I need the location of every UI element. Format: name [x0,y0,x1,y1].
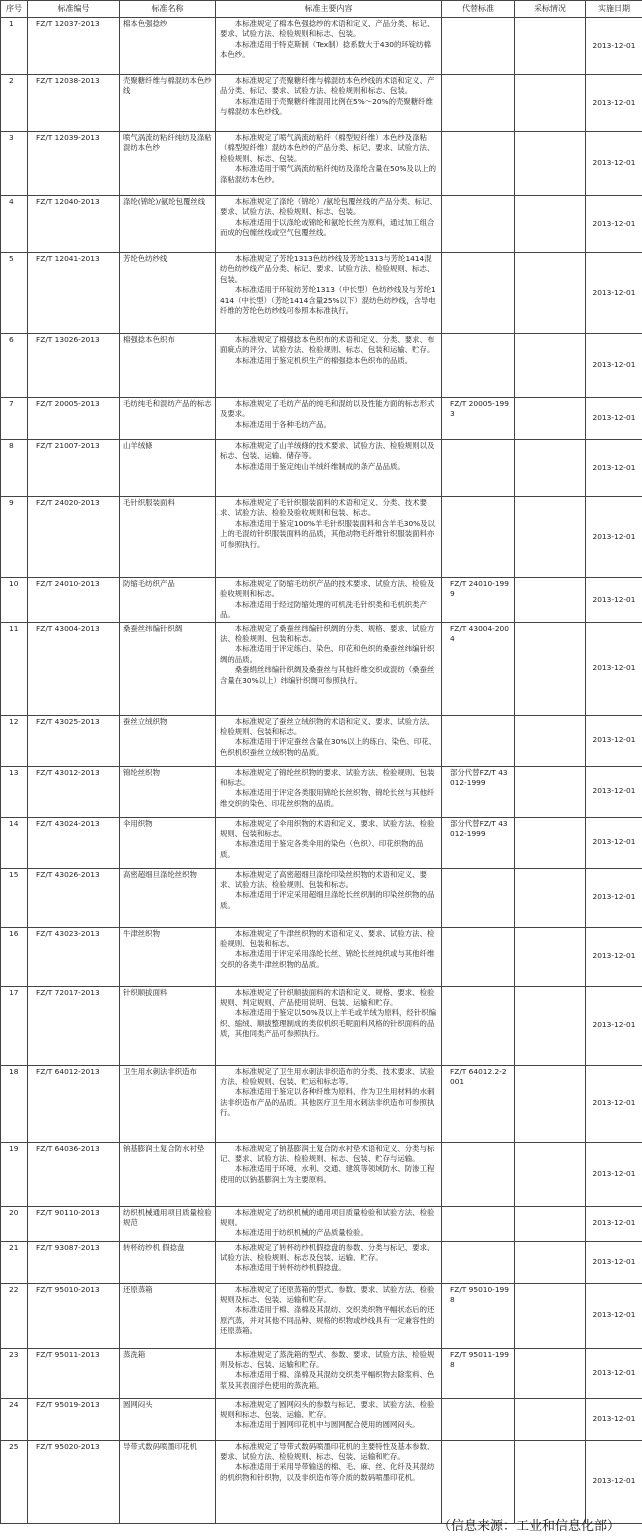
table-row [1,817,642,868]
standard-code: FZ/T 43026-2013 [28,868,120,927]
content-paragraph: 本标准适用于评定蚕丝含量在30%以上的练白、染色、印花、色织机织蚕丝立绒织物的品质。 [220,737,436,757]
replaced-standard: FZ/T 24010-1999 [442,578,515,623]
adoption-status [515,1065,586,1142]
header-adopted: 采标情况 [515,1,586,18]
row-number: 16 [1,927,28,986]
standard-content [216,1142,442,1206]
content-paragraph: 本标准适用于鉴定100%羊毛针织服装面料和含羊毛30%及以上的毛混纺针织服装面料的品质，其他动物毛纤维针织服装面料亦可参照执行。 [220,518,435,549]
adoption-status [515,1142,586,1206]
adoption-status [515,440,586,497]
row-number: 1 [1,18,28,75]
table-row [1,766,642,817]
standard-name: 伞用织物 [120,817,216,868]
table-row [1,398,642,440]
row-number: 20 [1,1206,28,1241]
adoption-status [515,868,586,927]
standard-code: FZ/T 95010-2013 [28,1283,120,1348]
standard-code: FZ/T 24020-2013 [28,497,120,578]
standard-code: FZ/T 20005-2013 [28,398,120,440]
standard-code: FZ/T 12039-2013 [28,132,120,196]
adoption-status [515,1206,586,1241]
table-row [1,440,642,497]
standard-code: FZ/T 72017-2013 [28,986,120,1065]
adoption-status [515,1348,586,1398]
table-row [1,1440,642,1523]
standard-content [216,497,442,578]
content-paragraph: 本标准适用于鉴定各类伞用的染色（色织）、印花织物的品质。 [220,839,424,859]
standard-code: FZ/T 93087-2013 [28,1241,120,1283]
table-row [1,622,642,715]
content-paragraph: 本标准适用于环锭纺芳纶1313（中长型）色纺纱线及与芳纶1414（中长型）（芳纶1414含量25%以下）混纺色纺纱线，含导电纤维的芳纶色纺纱线可参照本标准执行。 [220,285,436,316]
content-paragraph: 本标准规定了转杯纺纱机假捻盘的参数、分类与标记、要求、试验方法、检验规则、标志及包装、运输、贮存。 [220,1242,435,1263]
replaced-standard [442,1398,515,1440]
replaced-standard [442,18,515,75]
content-paragraph: 本标准规定了卫生用水刺法非织造布的分类、技术要求、试验方法、检验规则、包装、贮运和标志等。 [220,1066,435,1087]
content-paragraph: 本标准适用于特克斯制（Tex制）捻系数大于430的环锭纺棉本色纱。 [220,39,431,60]
content-paragraph: 本标准适用于各种毛纺产品。 [234,419,331,429]
standard-code: FZ/T 95019-2013 [28,1398,120,1440]
content-paragraph: 本标准适用于鉴定纯山羊绒纤维制成的条产品品质。 [234,461,405,471]
effective-date: 2013-12-01 [586,1206,642,1241]
content-paragraph: 本标准规定了喷气涡流纺粘纤（棉型短纤维）本色纱及涤粘（棉型短纤维）混纺本色纱的产品分类、标记、要求、试验方法、检验规则、标志、包装。 [220,133,435,163]
standard-name: 还原蒸箱 [120,1283,216,1348]
table-row [1,1065,642,1142]
row-number: 6 [1,334,28,398]
standard-name: 防缩毛纺织产品 [120,578,216,623]
standard-content [216,1440,442,1523]
content-paragraph: 本标准适用于评定采用超细旦涤纶长丝织制的印染丝织物的品质。 [220,890,435,910]
replaced-standard [442,868,515,927]
effective-date: 2013-12-01 [586,817,642,868]
standard-content [216,334,442,398]
row-number: 12 [1,715,28,766]
row-number: 10 [1,578,28,623]
row-number: 9 [1,497,28,578]
effective-date: 2013-12-01 [586,715,642,766]
effective-date: 2013-12-01 [586,868,642,927]
replaced-standard [442,1206,515,1241]
standard-content [216,715,442,766]
effective-date: 2013-12-01 [586,196,642,253]
content-paragraph: 本标准规定了毛纺产品的纯毛和混纺以及性能方面的标志形式及要求。 [220,399,435,419]
standard-content [216,766,442,817]
standard-content [216,1241,442,1283]
standard-content [216,398,442,440]
adoption-status [515,497,586,578]
standard-name: 针织顺拔面料 [120,986,216,1065]
row-number: 8 [1,440,28,497]
replaced-standard: 部分代替FZ/T 43012-1999 [442,817,515,868]
standard-content [216,622,442,715]
effective-date: 2013-12-01 [586,75,642,132]
table-row [1,132,642,196]
standard-code: FZ/T 12040-2013 [28,196,120,253]
standard-name: 钠基膨润土复合防水衬垫 [120,1142,216,1206]
content-paragraph: 本标准规定了蒸洗箱的型式、参数、要求、试验方法、检验规则及标志、包装、运输和贮存。 [220,1349,435,1370]
effective-date: 2013-12-01 [586,1398,642,1440]
row-number: 23 [1,1348,28,1398]
content-paragraph: 本标准规定了还原蒸箱的型式、参数、要求、试验方法、检验规则及标志、包装、运输和贮存。 [220,1284,435,1305]
table-row [1,1206,642,1241]
content-paragraph: 本标准规定了棉本色强捻纱的术语和定义、产品分类、标记、要求、试验方法、检验规则和标志、包装。 [220,19,435,39]
adoption-status [515,334,586,398]
header-date: 实施日期 [586,1,642,18]
table-row [1,1348,642,1398]
replaced-standard: FZ/T 95011-1998 [442,1348,515,1398]
content-paragraph: 本标准适用于环境、水利、交通、建筑等领域防水、防渗工程使用的以钠基膨润土为主要原料。 [220,1164,435,1184]
standard-content [216,1398,442,1440]
effective-date: 2013-12-01 [586,766,642,817]
replaced-standard [442,1440,515,1523]
content-paragraph: 本标准适用于鉴定以50%及以上羊毛或羊绒为原料，经针织编织、缩绒、顺拔整理制成的类似机织毛呢面料风格的针织面料的品质，其他同类产品可参照执行。 [220,1008,436,1039]
table-row [1,196,642,253]
standard-content [216,132,442,196]
row-number: 14 [1,817,28,868]
effective-date: 2013-12-01 [586,497,642,578]
standard-name: 山羊绒條 [120,440,216,497]
row-number: 3 [1,132,28,196]
row-number: 2 [1,75,28,132]
content-paragraph: 本标准规定了桑蚕丝纬编针织绸的分类、规格、要求、试验方法、检验规则、包装和标志。 [220,623,435,644]
content-paragraph: 本标准规定了防缩毛纺织产品的技术要求、试验方法、检验及验收规则和标志。 [220,579,435,599]
content-paragraph: 本标准适用于纺织机械的产品质量检验。 [234,1228,368,1238]
standard-code: FZ/T 24010-2013 [28,578,120,623]
row-number: 25 [1,1440,28,1523]
adoption-status [515,196,586,253]
standard-content [216,196,442,253]
standard-name: 棉本色强捻纱 [120,18,216,75]
standard-content [216,18,442,75]
replaced-standard [442,440,515,497]
standard-name: 转杯纺纱机 假捻盘 [120,1241,216,1283]
adoption-status [515,1241,586,1283]
adoption-status [515,715,586,766]
content-paragraph: 本标准适用于圆网印花机中与圆网配合使用的圆网闷头。 [234,1420,420,1430]
header-no: 序号 [1,1,28,18]
content-paragraph: 本标准适用于喷气涡流纺粘纤纯纺及涤纶含量在50%及以上的涤粘混纺本色纱。 [220,164,436,184]
content-paragraph: 本标准规定了锦纶丝织物的要求、试验方法、检验规则、包装和标志。 [220,767,435,788]
content-paragraph: 本标准规定了伞用织物的术语和定义、要求、试验方法、检验规则、包装和标志。 [220,818,435,839]
standard-code: FZ/T 95020-2013 [28,1440,120,1523]
adoption-status [515,1283,586,1348]
standard-name: 芳纶色纺纱线 [120,253,216,334]
row-number: 4 [1,196,28,253]
effective-date: 2013-12-01 [586,1283,642,1348]
replaced-standard: 部分代替FZ/T 43012-1999 [442,766,515,817]
replaced-standard [442,927,515,986]
replaced-standard: FZ/T 20005-1993 [442,398,515,440]
effective-date: 2013-12-01 [586,132,642,196]
standard-code: FZ/T 43024-2013 [28,817,120,868]
adoption-status [515,398,586,440]
content-paragraph: 本标准规定了涤纶（锦纶）/氨纶包覆丝线的产品分类、标记、要求、试验方法、检验规则、标志、包装。 [220,197,437,217]
content-paragraph: 本标准规定了导带式数码喷墨印花机的主要特性及基本参数、要求、试验方法、检验规则、标志、包装、运输和贮存。 [220,1441,435,1462]
effective-date: 2013-12-01 [586,440,642,497]
standard-code: FZ/T 43025-2013 [28,715,120,766]
standard-name: 喷气涡流纺粘纤纯纺及涤粘混纺本色纱 [120,132,216,196]
standard-code: FZ/T 12038-2013 [28,75,120,132]
standard-code: FZ/T 13026-2013 [28,334,120,398]
standard-content [216,1283,442,1348]
table-row [1,927,642,986]
standard-name: 导带式数码喷墨印花机 [120,1440,216,1523]
content-paragraph: 本标准规定了高密超细旦涤纶印染丝织物的术语和定义、要求、试验方法、检验规则、包装和标志。 [220,869,427,890]
standard-code: FZ/T 43023-2013 [28,927,120,986]
effective-date: 2013-12-01 [586,1142,642,1206]
standard-content [216,253,442,334]
effective-date: 2013-12-01 [586,1065,642,1142]
source-note: （信息来源：工业和信息化部） [438,1519,621,1534]
content-paragraph: 本标准规定了棉强捻本色织布的术语和定义、分类、要求、布面疵点的评分、试验方法、检验规则、标志、包装和运输、贮存。 [220,335,435,355]
replaced-standard [442,253,515,334]
content-paragraph: 桑蚕绢丝纬编针织绸及桑蚕丝与其他纤维交织或混纺（桑蚕丝含量在30%以上）纬编针织绸可参照执行。 [220,665,435,685]
header-row [1,1,642,18]
table-row [1,715,642,766]
effective-date: 2013-12-01 [586,334,642,398]
table-row [1,578,642,623]
content-paragraph: 本标准适用于棉、涤棉及其混纺交织类平幅织物去除浆料、色浆及其表面浮色使用的蒸洗箱。 [220,1370,435,1390]
replaced-standard [442,196,515,253]
adoption-status [515,927,586,986]
content-paragraph: 本标准适用于鉴定机织生产的棉强捻本色织布的品质。 [234,355,413,365]
standard-content [216,817,442,868]
standard-name: 涤纶(锦纶)/氨纶包覆丝线 [120,196,216,253]
header-replaces: 代替标准 [442,1,515,18]
effective-date: 2013-12-01 [586,927,642,986]
row-number: 24 [1,1398,28,1440]
standard-code: FZ/T 12037-2013 [28,18,120,75]
content-paragraph: 本标准规定了针织顺拔面料的术语和定义、规格、要求、检验规则、判定规则、产品使用说明、包装、运输和贮存。 [220,987,435,1008]
standard-name: 纺织机械通用项目质量检验规范 [120,1206,216,1241]
replaced-standard [442,334,515,398]
standard-content [216,986,442,1065]
standard-name: 毛纺纯毛和混纺产品的标志 [120,398,216,440]
replaced-standard [442,715,515,766]
standard-code: FZ/T 12041-2013 [28,253,120,334]
standard-content [216,868,442,927]
row-number: 13 [1,766,28,817]
content-paragraph: 本标准规定了纺织机械的通用项目质量检验和试验方法、检验规则。 [220,1207,435,1228]
content-paragraph: 本标准适用于评定各类服用锦纶长丝织物、锦纶长丝与其他纤维交织的染色、印花丝织物的品质。 [220,788,435,808]
standard-code: FZ/T 43004-2013 [28,622,120,715]
content-paragraph: 本标准规定了蚕丝立绒织物的术语和定义、要求、试验方法、检验规则、包装和标志。 [220,716,435,737]
table-row [1,1142,642,1206]
adoption-status [515,578,586,623]
header-name: 标准名称 [120,1,216,18]
table-row [1,1241,642,1283]
standard-name: 棉强捻本色织布 [120,334,216,398]
adoption-status [515,132,586,196]
content-paragraph: 本标准适用于转杯纺纱机假捻盘。 [234,1263,346,1273]
effective-date: 2013-12-01 [586,622,642,715]
row-number: 7 [1,398,28,440]
row-number: 21 [1,1241,28,1283]
row-number: 5 [1,253,28,334]
effective-date: 2013-12-01 [586,1440,642,1523]
table-row [1,1283,642,1348]
replaced-standard [442,986,515,1065]
standard-name: 蒸洗箱 [120,1348,216,1398]
row-number: 19 [1,1142,28,1206]
standard-code: FZ/T 64012-2013 [28,1065,120,1142]
standard-name: 卫生用水刺法非织造布 [120,1065,216,1142]
standard-name: 圆网闷头 [120,1398,216,1440]
standard-name: 壳聚糖纤维与棉混纺本色纱线 [120,75,216,132]
standard-name: 牛津丝织物 [120,927,216,986]
content-paragraph: 本标准规定了毛针织服装面料的术语和定义、分类、技术要求、试验方法、检验及验收规则和包装、标志。 [220,498,427,518]
adoption-status [515,766,586,817]
content-paragraph: 本标准适用于采用导带输送的棉、毛、麻、丝、化纤及其混纺的机织物和针织物，以及非织造布等介质的数码喷墨印花机。 [220,1462,435,1482]
adoption-status [515,986,586,1065]
content-paragraph: 本标准规定了壳聚糖纤维与棉混纺本色纱线的术语和定义、产品分类、标记、要求、试验方法、检验规则和标志、包装。 [220,76,435,96]
standard-content [216,927,442,986]
row-number: 15 [1,868,28,927]
standard-code: FZ/T 64036-2013 [28,1142,120,1206]
adoption-status [515,253,586,334]
effective-date: 2013-12-01 [586,578,642,623]
adoption-status [515,1398,586,1440]
effective-date: 2013-12-01 [586,398,642,440]
standard-code: FZ/T 90110-2013 [28,1206,120,1241]
standard-content [216,75,442,132]
content-paragraph: 本标准适用于壳聚糖纤维混用比例在5%～20%的壳聚糖纤维与棉混纺本色纱线。 [220,96,433,117]
effective-date: 2013-12-01 [586,986,642,1065]
adoption-status [515,817,586,868]
replaced-standard: FZ/T 64012.2-2001 [442,1065,515,1142]
replaced-standard: FZ/T 95010-1998 [442,1283,515,1348]
effective-date: 2013-12-01 [586,1348,642,1398]
standard-content [216,1065,442,1142]
standard-content [216,1348,442,1398]
content-paragraph: 本标准适用于以涤纶或锦纶和氨纶长丝为原料，通过加工组合而成的包缠丝线或空气包覆丝线。 [220,217,435,238]
header-code: 标准编号 [28,1,120,18]
row-number: 18 [1,1065,28,1142]
adoption-status [515,18,586,75]
content-paragraph: 本标准规定了圆网闷头的参数与标记、要求、试验方法、检验规则和标志、包装、运输、贮存。 [220,1399,435,1420]
header-content: 标准主要内容 [216,1,442,18]
row-number: 11 [1,622,28,715]
table-row [1,334,642,398]
effective-date: 2013-12-01 [586,18,642,75]
content-paragraph: 本标准适用于评定采用涤纶长丝、锦纶长丝纯织或与其他纤维交织的各类牛津丝织物的品质。 [220,949,435,969]
standard-content [216,578,442,623]
content-paragraph: 本标准适用于评定练白、染色、印花和色织的桑蚕丝纬编针织绸的品质。 [220,644,435,664]
standard-name: 桑蚕丝纬编针织绸 [120,622,216,715]
standard-name: 锦纶丝织物 [120,766,216,817]
table-row [1,497,642,578]
table-row [1,986,642,1065]
replaced-standard [442,75,515,132]
standard-name: 高密超细旦涤纶丝织物 [120,868,216,927]
replaced-standard [442,1241,515,1283]
table-row [1,75,642,132]
standard-content [216,1206,442,1241]
standard-content [216,440,442,497]
row-number: 17 [1,986,28,1065]
row-number: 22 [1,1283,28,1348]
content-paragraph: 本标准适用于棉、涤棉及其混纺、交织类织物平幅状态后的还原汽蒸，并对其他不同品种、规格的织物或纱线具有一定兼容性的还原蒸箱。 [220,1305,435,1336]
table-row [1,253,642,334]
effective-date: 2013-12-01 [586,253,642,334]
content-paragraph: 本标准适用于经过防缩处理的可机洗毛针织类和毛机织类产品。 [220,599,427,620]
replaced-standard [442,132,515,196]
content-paragraph: 本标准规定了牛津丝织物的术语和定义、要求、试验方法、检验规则、包装和标志。 [220,928,435,949]
table-row [1,18,642,75]
content-paragraph: 本标准规定了芳纶1313色纺纱线及芳纶1313与芳纶1414混纺色纺纱线产品分类、标记、要求、试验方法、检验规则、标志、包装。 [220,254,435,284]
effective-date: 2013-12-01 [586,1241,642,1283]
table-row [1,868,642,927]
adoption-status [515,1440,586,1523]
standard-name: 毛针织服装面料 [120,497,216,578]
standard-code: FZ/T 95011-2013 [28,1348,120,1398]
standard-code: FZ/T 21007-2013 [28,440,120,497]
content-paragraph: 本标准适用于鉴定以各种纤维为原料、作为卫生用材料的水刺法非织造布产品的品质。其他医疗卫生用水刺法非织造布可参照执行。 [220,1087,435,1118]
adoption-status [515,622,586,715]
table-row [1,1398,642,1440]
replaced-standard [442,497,515,578]
standard-name: 蚕丝立绒织物 [120,715,216,766]
content-paragraph: 本标准规定了钠基膨润土复合防水衬垫术语和定义、分类与标记、要求、试验方法、检验规则、标志、包装、贮存与运输。 [220,1143,435,1164]
standard-code: FZ/T 43012-2013 [28,766,120,817]
replaced-standard: FZ/T 43004-2004 [442,622,515,715]
replaced-standard [442,1142,515,1206]
adoption-status [515,75,586,132]
content-paragraph: 本标准规定了山羊绒條的技术要求、试验方法、检验规则以及标志、包装、运输、储存等。 [220,441,435,461]
